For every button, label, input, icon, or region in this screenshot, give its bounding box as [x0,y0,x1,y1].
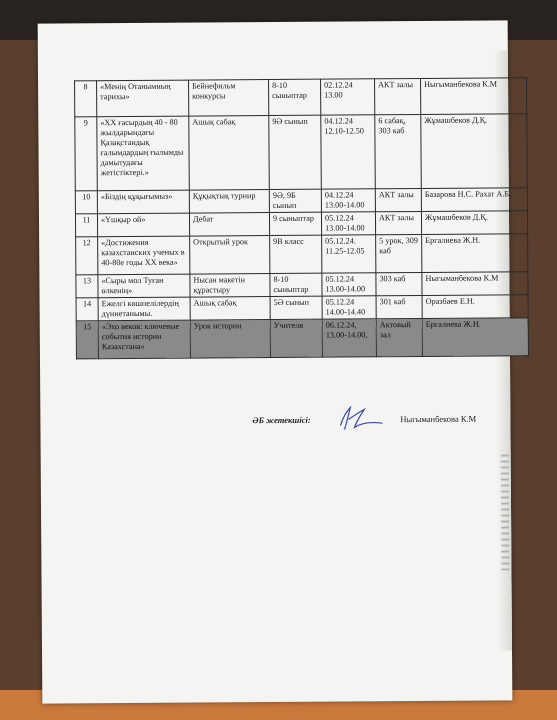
event-place: Актовый зал [376,318,422,356]
row-number: 13 [76,275,98,298]
event-title: «Сыры мол Туған өлкенің» [98,274,190,298]
event-audience: 9Ә сынып [269,115,322,189]
event-responsible: Ныгыманбекова К.М [422,272,528,296]
row-number: 10 [75,191,97,214]
event-form: Нысан макетін құрастыру [190,274,270,298]
event-datetime: 05.12.24 13.00-14.00 [321,212,375,235]
event-audience: 9В класс [270,235,322,273]
event-place: АКТ залы [375,188,421,211]
event-title: «Эхо веков: ключевые события истории Казахстана» [98,320,190,359]
event-title: «Біздің құқығымыз» [97,190,189,214]
event-place: 5 урок, 309 каб [376,234,422,272]
event-form: Ашық сабақ [189,116,270,191]
event-place: 6 сабақ, 303 каб [375,114,422,188]
document-page [38,20,513,703]
signature-block [40,408,510,441]
handwritten-signature [334,403,388,433]
event-audience: 8-10 сыныптар [269,79,321,115]
event-audience: 8-10 сыныптар [270,273,322,296]
event-responsible: Жұмашбеков Д.Қ. [421,114,528,189]
event-responsible: Оразбаев Е.Н. [422,295,528,319]
event-title: «Достижения казахстанских ученых в 40-80е годы XX века» [98,236,190,275]
event-datetime: 05.12.24 14.00-14.40 [322,296,376,319]
event-place: 301 каб [376,295,422,318]
event-form: Құқықтық турнир [189,190,269,214]
event-place: АКТ залы [375,211,421,234]
event-form: Бейнефильм конкурсы [189,80,269,117]
signature-name: Ныгыманбекова К.М [400,413,477,425]
event-title: «Үшқыр ой» [97,213,189,237]
event-responsible: Базарова Н.С. Рахат А.Б. [421,188,527,212]
event-datetime: 06.12.24, 13.00-14.00, [322,319,376,357]
event-datetime: 05.12.24. 11.25-12.05 [322,235,376,273]
table-row [75,114,528,191]
table-row [75,188,527,214]
signature-label: ӘБ жетекшісі: [252,414,311,426]
event-audience: 5Ә сынып [270,296,322,319]
table-row [76,272,528,298]
row-number: 11 [75,214,97,237]
event-place: 303 каб [376,272,422,295]
event-responsible: Ергалиева Ж.Н. [422,318,528,357]
table-row [75,78,527,117]
row-number: 9 [75,117,98,191]
event-title: Ежелгі көшпелілердің дүниетанымы. [98,297,190,321]
event-datetime: 05.12.24 13.00-14.00 [322,273,376,296]
event-form: Дебат [189,213,269,237]
event-audience: 9Ә, 9Б сынып [269,189,321,212]
events-table [74,77,529,359]
event-responsible: Ныгыманбекова К.М [421,78,527,115]
row-number: 12 [76,237,98,275]
event-datetime: 02.12.24 13.00 [321,79,375,115]
table-row [75,211,527,237]
event-title: «XX ғасырдың 40 - 80 жылдарындағы Қазақстандық ғалымдардың ғылымды дамытудағы жетістіктері.» [97,116,190,191]
event-form: Ашық сабақ [190,297,270,321]
event-place: АКТ залы [375,78,421,114]
row-number: 15 [76,321,98,359]
event-audience: 9 сыныптар [269,212,321,235]
table-row [76,318,528,359]
event-datetime: 04.12.24 12.10-12.50 [321,115,376,189]
row-number: 8 [75,81,97,117]
event-form: Открытый урок [190,236,270,275]
event-datetime: 04.12.24 13.00-14.00 [321,189,375,212]
table-row [76,234,528,275]
event-title: «Менің Отанымның тарихы» [97,80,189,117]
row-number: 14 [76,298,98,321]
event-responsible: Ергалиева Ж.Н. [422,234,528,273]
event-audience: Учителя [270,319,322,357]
event-form: Урок истории [190,320,270,359]
events-table-body [75,78,529,359]
event-responsible: Жұмашбеков Д.Қ. [421,211,527,235]
table-row [76,295,528,321]
